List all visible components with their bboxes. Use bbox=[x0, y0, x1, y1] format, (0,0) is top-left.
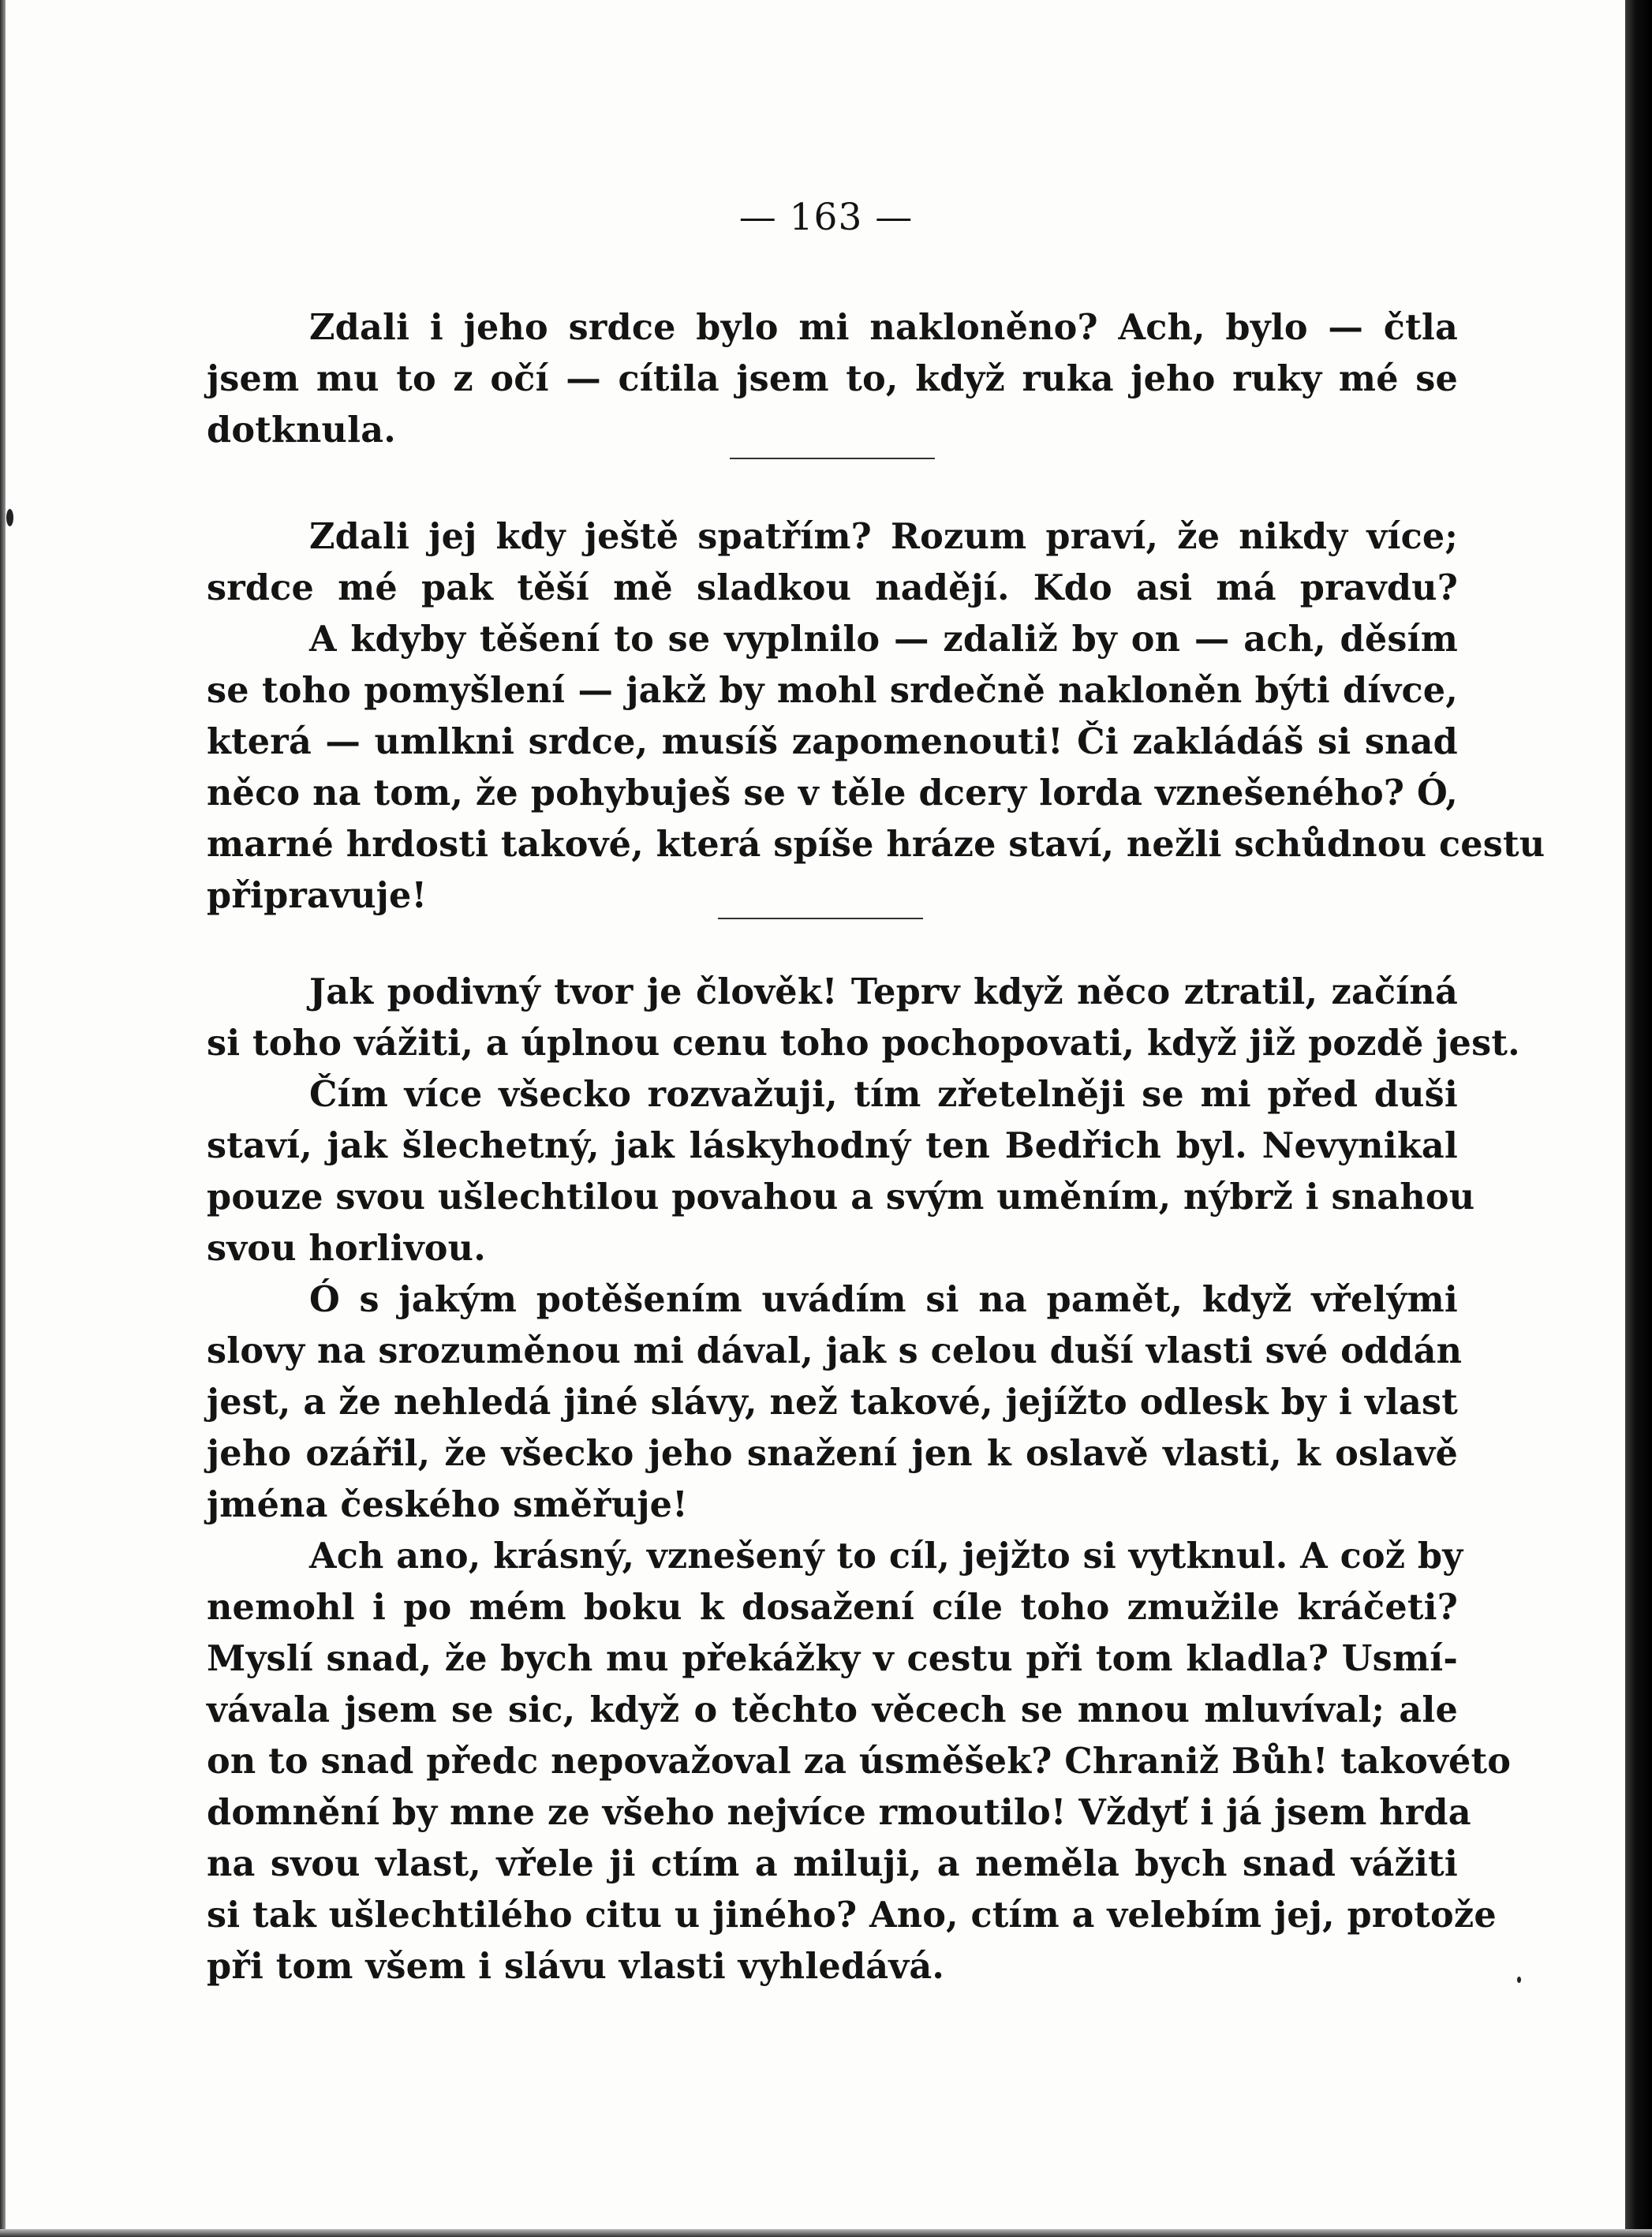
text-line: srdce mé pak těší mě sladkou nadějí. Kdo asi má pravdu? bbox=[207, 567, 1458, 608]
text-line: dotknula. bbox=[207, 410, 396, 451]
text-line: jeho ozářil, že všecko jeho snažení jen k oslavě vlasti, k oslavě bbox=[207, 1433, 1458, 1474]
text-line: se toho pomyšlení — jakž by mohl srdečně nakloněn býti dívce, bbox=[207, 670, 1458, 711]
text-line: jména českého směřuje! bbox=[207, 1484, 688, 1525]
text-line: jsem mu to z očí — cítila jsem to, když ruka jeho ruky mé se bbox=[207, 358, 1458, 399]
scan-edge-right bbox=[1625, 0, 1652, 2237]
text-line: Ó s jakým potěšením uvádím si na pamět, když vřelými bbox=[309, 1279, 1458, 1320]
text-line: domnění by mne ze všeho nejvíce rmoutilo! Vždyť i já jsem hrda bbox=[207, 1792, 1471, 1833]
text-line: si tak ušlechtilého citu u jiného? Ano, ctím a velebím jej, protože bbox=[207, 1895, 1497, 1936]
scan-speck bbox=[6, 509, 13, 526]
text-line: Ach ano, krásný, vznešený to cíl, jejžto si vytknul. A což by bbox=[309, 1536, 1463, 1577]
text-line: připravuje! bbox=[207, 875, 428, 916]
paragraph-block-1 bbox=[207, 302, 1458, 456]
text-line: Zdali i jeho srdce bylo mi nakloněno? Ach, bylo — čtla bbox=[309, 307, 1458, 348]
text-line: na svou vlast, vřele ji ctím a miluji, a neměla bych snad vážiti bbox=[207, 1843, 1458, 1884]
page-number: — 163 — bbox=[738, 196, 914, 239]
text-line: jest, a že nehledá jiné slávy, než takové, jejížto odlesk by i vlast bbox=[207, 1382, 1458, 1423]
scan-edge-left bbox=[0, 0, 6, 2237]
text-line: která — umlkni srdce, musíš zapomenouti! Či zakládáš si snad bbox=[207, 721, 1458, 762]
text-line: Čím více všecko rozvažuji, tím zřetelněji se mi před duši bbox=[309, 1074, 1458, 1115]
text-line: marné hrdosti takové, která spíše hráze staví, nežli schůdnou cestu bbox=[207, 824, 1545, 865]
text-line: on to snad předc nepovažoval za úsměšek? Chraniž Bůh! takovéto bbox=[207, 1741, 1512, 1782]
text-line: něco na tom, že pohybuješ se v těle dcery lorda vznešeného? Ó, bbox=[207, 772, 1458, 814]
scan-speck bbox=[1517, 1977, 1521, 1983]
section-divider bbox=[718, 918, 923, 919]
text-line: Zdali jej kdy ještě spatřím? Rozum praví, že nikdy více; bbox=[309, 516, 1458, 557]
text-line: si toho vážiti, a úplnou cenu toho pochopovati, když již pozdě jest. bbox=[207, 1023, 1520, 1064]
text-line: A kdyby těšení to se vyplnilo — zdaliž by on — ach, děsím bbox=[309, 619, 1458, 660]
text-line: Myslí snad, že bych mu překážky v cestu při tom kladla? Usmí- bbox=[207, 1638, 1458, 1679]
text-line: svou horlivou. bbox=[207, 1228, 486, 1269]
text-line: Jak podivný tvor je člověk! Teprv když něco ztratil, začíná bbox=[309, 971, 1458, 1012]
paragraph-block-2 bbox=[207, 511, 1545, 922]
text-line: staví, jak šlechetný, jak láskyhodný ten Bedřich byl. Nevynikal bbox=[207, 1125, 1458, 1166]
text-line: slovy na srozuměnou mi dával, jak s celou duší vlasti své oddán bbox=[207, 1330, 1463, 1371]
scan-edge-bottom bbox=[0, 2229, 1652, 2237]
paragraph-block-3 bbox=[207, 967, 1520, 1992]
text-line: vávala jsem se sic, když o těchto věcech se mnou mluvíval; ale bbox=[207, 1689, 1458, 1730]
text-line: při tom všem i slávu vlasti vyhledává. bbox=[207, 1946, 945, 1987]
text-line: nemohl i po mém boku k dosažení cíle toho zmužile kráčeti? bbox=[207, 1587, 1458, 1628]
section-divider bbox=[730, 458, 935, 459]
text-line: pouze svou ušlechtilou povahou a svým uměním, nýbrž i snahou bbox=[207, 1176, 1475, 1218]
